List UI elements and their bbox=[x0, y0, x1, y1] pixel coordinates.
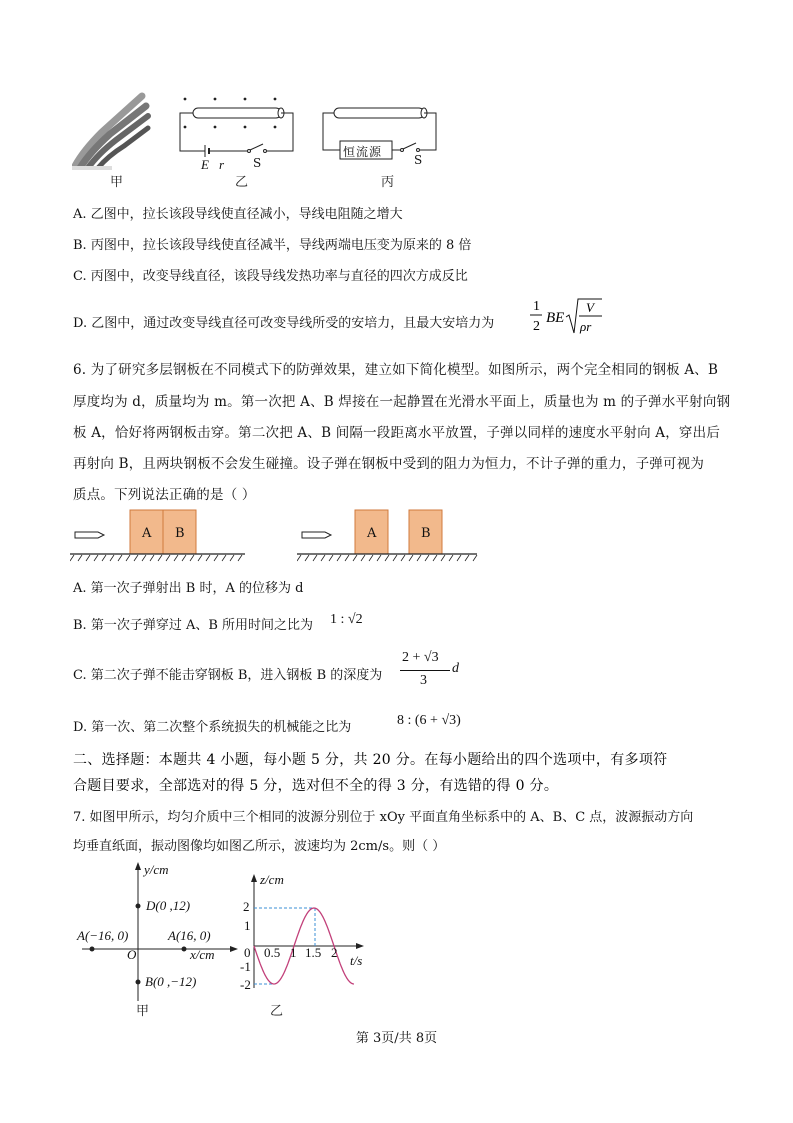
q7-yi-tick-0: 0 bbox=[244, 945, 251, 960]
q7-jia-x-axis-label: x/cm bbox=[190, 947, 215, 962]
q6-option-a: A. 第一次子弹射出 B 时，A 的位移为 d bbox=[73, 581, 304, 596]
q7-line-2: 均垂直纸面，振动图像均如图乙所示，波速均为 2cm/s。则（ ） bbox=[73, 839, 446, 854]
figure-yi-label: 乙 bbox=[235, 175, 249, 190]
q5-option-c: C. 丙图中，改变导线直径，该段导线发热功率与直径的四次方成反比 bbox=[73, 269, 468, 284]
q6-line-3: 板 A，恰好将两钢板击穿。第二次把 A、B 间隔一段距离水平放置，子弹以同样的速度水平射向 A，穿出后 bbox=[73, 425, 721, 441]
q7-jia-point-a-right: A(16, 0) bbox=[168, 928, 211, 943]
svg-text:ρr: ρr bbox=[580, 319, 592, 334]
q5-option-a: A. 乙图中，拉长该段导线使直径减小，导线电阻随之增大 bbox=[73, 207, 403, 222]
q5-option-b: B. 丙图中，拉长该段导线使直径减半，导线两端电压变为原来的 8 倍 bbox=[73, 238, 472, 253]
q7-jia-point-a-left: A(−16, 0) bbox=[77, 928, 129, 943]
fig2-S-label: S bbox=[253, 156, 262, 170]
q7-yi-tick-neg1: -1 bbox=[240, 959, 251, 974]
q7-yi-tick-05: 0.5 bbox=[264, 945, 281, 960]
q6-c-fraction-bar bbox=[400, 670, 450, 671]
q6-block-a-label-1: A bbox=[142, 526, 152, 541]
figure-bing-label: 丙 bbox=[381, 175, 395, 190]
q7-figure-yi bbox=[240, 870, 370, 995]
svg-text:V: V bbox=[586, 300, 594, 315]
q7-yi-t-axis-label: t/s bbox=[350, 953, 363, 968]
q6-line-4: 再射向 B，且两块钢板不会发生碰撞。设子弹在钢板中受到的阻力为恒力，不计子弹的重力，子弹可视为 bbox=[73, 456, 705, 472]
q7-jia-point-b: B(0 ,−12) bbox=[145, 974, 197, 989]
fig2-E-label: E bbox=[201, 157, 209, 172]
q6-block-b-label-1: B bbox=[175, 526, 185, 541]
q6-line-2: 厚度均为 d，质量均为 m。第一次把 A、B 焊接在一起静置在光滑水平面上，质量也为 m 的子弹水平射向钢 bbox=[73, 394, 731, 410]
fig3-constant-current-source: 恒流源 bbox=[343, 145, 383, 159]
q7-yi-tick-2: 2 bbox=[243, 899, 250, 914]
q7-jia-point-d: D(0 ,12) bbox=[146, 898, 191, 913]
q6-option-b-formula: 1 : √2 bbox=[330, 612, 363, 627]
svg-text:1: 1 bbox=[533, 299, 540, 314]
svg-text:BE: BE bbox=[546, 310, 565, 326]
fig2-r-label: r bbox=[219, 157, 225, 172]
q7-yi-tick-1: 1 bbox=[244, 918, 251, 933]
page-footer: 第 3页/共 8页 bbox=[355, 1031, 438, 1046]
q7-jia-y-axis-label: y/cm bbox=[144, 862, 169, 877]
figure-jia-label: 甲 bbox=[110, 175, 124, 190]
figure-jia-wires bbox=[72, 92, 152, 170]
q6-option-d-formula: 8 : (6 + √3) bbox=[397, 713, 461, 728]
q6-c-denominator: 3 bbox=[420, 673, 427, 688]
q6-block-a-label-2: A bbox=[367, 526, 377, 541]
q6-c-tail: d bbox=[452, 661, 459, 676]
q6-option-c: C. 第二次子弹不能击穿钢板 B，进入钢板 B 的深度为 bbox=[73, 668, 383, 683]
q6-block-b-label-2: B bbox=[421, 526, 431, 541]
q6-figure-case-2 bbox=[297, 508, 482, 564]
q7-yi-label: 乙 bbox=[270, 1004, 284, 1019]
svg-text:2: 2 bbox=[533, 319, 540, 334]
q6-figure-case-1 bbox=[70, 508, 250, 564]
q6-c-numerator: 2 + √3 bbox=[402, 650, 439, 665]
q7-jia-label: 甲 bbox=[136, 1004, 150, 1019]
q6-line-5: 质点。下列说法正确的是（ ） bbox=[73, 487, 256, 503]
section-2-line-1: 二、选择题：本题共 4 小题，每小题 5 分，共 20 分。在每小题给出的四个选项中，有多项符 bbox=[73, 752, 668, 768]
q7-yi-tick-neg2: -2 bbox=[240, 977, 251, 992]
q6-option-d: D. 第一次、第二次整个系统损失的机械能之比为 bbox=[73, 720, 352, 735]
q6-line-1: 6. 为了研究多层钢板在不同模式下的防弹效果，建立如下简化模型。如图所示，两个完全相同的钢板 A、B bbox=[73, 362, 719, 378]
q7-yi-tick-2x: 2 bbox=[331, 945, 338, 960]
q5-option-d: D. 乙图中，通过改变导线直径可改变导线所受的安培力，且最大安培力为 bbox=[73, 316, 495, 331]
q7-line-1: 7. 如图甲所示，均匀介质中三个相同的波源分别位于 xOy 平面直角坐标系中的 A、B、C 点，波源振动方向 bbox=[73, 810, 694, 825]
q7-yi-tick-1x: 1 bbox=[290, 945, 297, 960]
q7-jia-origin: O bbox=[127, 947, 137, 962]
figure-yi-circuit bbox=[175, 93, 300, 173]
q6-option-c-formula bbox=[398, 648, 462, 694]
fig3-S-label: S bbox=[414, 153, 423, 167]
q5-option-d-formula bbox=[526, 293, 606, 341]
q7-yi-z-axis-label: z/cm bbox=[260, 872, 284, 887]
section-2-line-2: 合题目要求，全部选对的得 5 分，选对但不全的得 3 分，有选错的得 0 分。 bbox=[73, 778, 559, 794]
q7-yi-tick-15: 1.5 bbox=[305, 945, 322, 960]
q6-option-b: B. 第一次子弹穿过 A、B 所用时间之比为 bbox=[73, 618, 314, 633]
